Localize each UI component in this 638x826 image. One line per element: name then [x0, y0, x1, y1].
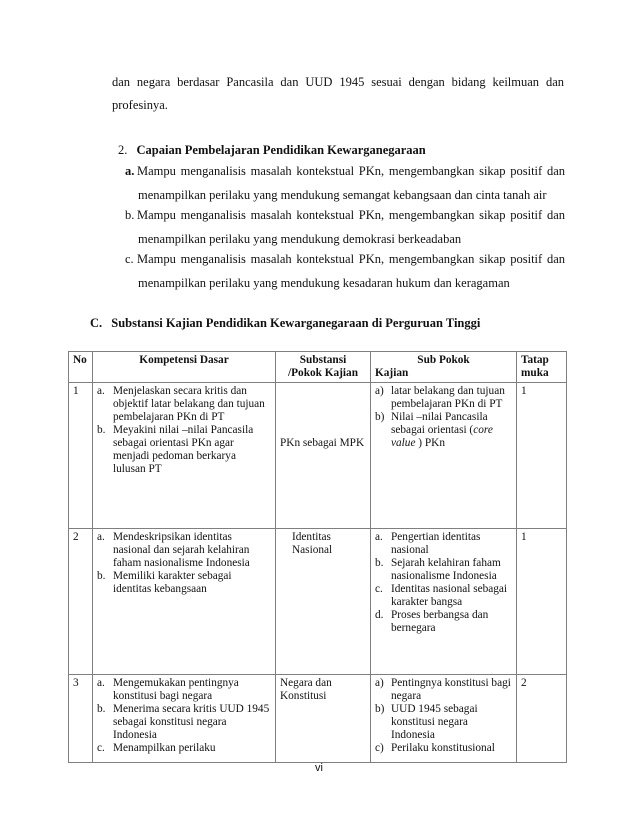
list-marker: a. — [97, 677, 105, 689]
capaian-item-text-cont: menampilkan perilaku yang mendukung kesadaran hukum dan keragaman — [138, 276, 510, 290]
list-item — [375, 531, 512, 557]
cell-kompetensi — [93, 529, 276, 675]
cell-kompetensi — [93, 383, 276, 529]
table-header-row — [69, 352, 567, 383]
list-marker: a) — [375, 677, 384, 689]
capaian-heading — [118, 143, 426, 158]
list-marker: b) — [375, 411, 385, 423]
list-item — [375, 411, 512, 450]
substansi-text: Negara dan Konstitusi — [280, 677, 332, 702]
header-tatap-line2: muka — [521, 367, 549, 379]
capaian-item-c — [125, 251, 565, 291]
cell-tatap-muka: 2 — [517, 675, 567, 763]
list-text: Memiliki karakter sebagai identitas kebangsaan — [113, 570, 232, 595]
capaian-item-a — [125, 163, 565, 203]
substansi-text: Identitas Nasional — [292, 531, 333, 556]
list-item — [97, 385, 271, 424]
list-marker: a. — [97, 531, 105, 543]
list-marker: b. — [97, 424, 106, 436]
list-marker: c. — [375, 583, 383, 595]
list-text: Perilaku konstitusional — [391, 742, 495, 754]
cell-no: 1 — [69, 383, 93, 529]
capaian-item-text-cont: menampilkan perilaku yang mendukung demokrasi berkeadaban — [138, 232, 462, 246]
intro-line-1: dan negara berdasar Pancasila dan UUD 1945 sesuai dengan bidang keilmuan dan — [112, 75, 564, 89]
list-marker: c) — [375, 742, 384, 754]
list-marker: a) — [375, 385, 384, 397]
list-item — [375, 385, 512, 411]
list-text: Mengemukakan pentingnya konstitusi bagi negara — [113, 677, 239, 702]
capaian-title: Capaian Pembelajaran Pendidikan Kewarganegaraan — [136, 143, 426, 157]
capaian-item-b — [125, 207, 565, 247]
list-text: latar belakang dan tujuan pembelajaran PKn di PT — [391, 385, 505, 410]
list-marker: b. — [375, 557, 384, 569]
substansi-text: PKn sebagai MPK — [280, 437, 365, 449]
list-text: Mendeskripsikan identitas nasional dan sejarah kelahiran faham nasionalisme Indonesia — [113, 531, 250, 569]
intro-line-2: profesinya. — [112, 98, 168, 112]
cell-tatap-muka: 1 — [517, 383, 567, 529]
list-text: Proses berbangsa dan bernegara — [391, 609, 489, 634]
capaian-item-text: Mampu menganalisis masalah kontekstual PKn, mengembangkan sikap positif dan — [137, 252, 565, 266]
list-text-part: Nilai –nilai Pancasila sebagai orientasi ( — [391, 411, 488, 436]
header-sub-pokok — [371, 352, 517, 383]
cell-sub-pokok — [371, 675, 517, 763]
list-marker: b) — [375, 703, 385, 715]
cell-substansi — [276, 529, 371, 675]
list-item — [97, 703, 271, 742]
list-item — [375, 703, 512, 742]
list-text — [391, 411, 512, 450]
header-sub-pokok-line1: Sub Pokok — [417, 354, 470, 366]
capaian-number: 2. — [118, 143, 128, 157]
list-item — [375, 583, 512, 609]
list-item — [97, 742, 271, 755]
list-text: UUD 1945 sebagai konstitusi negara Indonesia — [391, 703, 478, 741]
cell-tatap-muka: 1 — [517, 529, 567, 675]
header-tatap-muka — [517, 352, 567, 383]
list-text: Pentingnya konstitusi bagi negara — [391, 677, 511, 702]
list-item — [97, 570, 271, 596]
table-row — [69, 383, 567, 529]
cell-no: 2 — [69, 529, 93, 675]
list-text: Menjelaskan secara kritis dan objektif latar belakang dan tujuan pembelajaran PKn di PT — [113, 385, 265, 423]
cell-sub-pokok — [371, 529, 517, 675]
list-marker: d. — [375, 609, 384, 621]
list-text-italic: core value — [391, 424, 493, 449]
list-item — [97, 424, 271, 476]
list-marker: a. — [375, 531, 383, 543]
section-c-heading — [90, 316, 480, 331]
list-item — [375, 609, 512, 635]
list-marker: b. — [97, 703, 106, 715]
list-text: Meyakini nilai –nilai Pancasila sebagai orientasi PKn agar menjadi pedoman berkarya lulusan PT — [113, 424, 254, 475]
header-tatap-line1: Tatap — [521, 354, 549, 366]
header-substansi — [276, 352, 371, 383]
capaian-item-text: Mampu menganalisis masalah kontekstual PKn, mengembangkan sikap positif dan — [137, 208, 565, 222]
capaian-item-label: c. — [125, 252, 134, 266]
section-c-title: Substansi Kajian Pendidikan Kewarganegaraan di Perguruan Tinggi — [111, 316, 481, 330]
header-no: No — [69, 352, 93, 383]
section-c-label: C. — [90, 316, 103, 330]
cell-substansi — [276, 383, 371, 529]
list-item — [375, 557, 512, 583]
list-text: Sejarah kelahiran faham nasionalisme Indonesia — [391, 557, 501, 582]
cell-sub-pokok — [371, 383, 517, 529]
list-text: Pengertian identitas nasional — [391, 531, 481, 556]
header-kompetensi-dasar: Kompetensi Dasar — [93, 352, 276, 383]
list-item — [375, 742, 512, 755]
list-marker: a. — [97, 385, 105, 397]
header-substansi-line1: Substansi — [299, 354, 347, 366]
list-marker: c. — [97, 742, 105, 754]
list-item — [375, 677, 512, 703]
capaian-item-text-cont: menampilkan perilaku yang mendukung semangat kebangsaan dan cinta tanah air — [138, 188, 547, 202]
cell-substansi — [276, 675, 371, 763]
substansi-kajian-table — [68, 351, 567, 763]
table-row — [69, 675, 567, 763]
list-item — [97, 677, 271, 703]
list-marker: b. — [97, 570, 106, 582]
capaian-item-label: b. — [125, 208, 135, 222]
list-text: Identitas nasional sebagai karakter bangsa — [391, 583, 508, 608]
list-item — [97, 531, 271, 570]
capaian-item-label: a. — [125, 164, 135, 178]
capaian-item-text: Mampu menganalisis masalah kontekstual PKn, mengembangkan sikap positif dan — [137, 164, 565, 178]
header-substansi-line2: /Pokok Kajian — [288, 367, 358, 379]
list-text-part: ) PKn — [415, 437, 445, 449]
list-text: Menerima secara kritis UUD 1945 sebagai konstitusi negara Indonesia — [113, 703, 270, 741]
table-row — [69, 529, 567, 675]
page-number: vi — [315, 762, 323, 774]
list-text: Menampilkan perilaku — [113, 742, 216, 754]
cell-no: 3 — [69, 675, 93, 763]
header-sub-pokok-line2: Kajian — [375, 367, 409, 379]
cell-kompetensi — [93, 675, 276, 763]
